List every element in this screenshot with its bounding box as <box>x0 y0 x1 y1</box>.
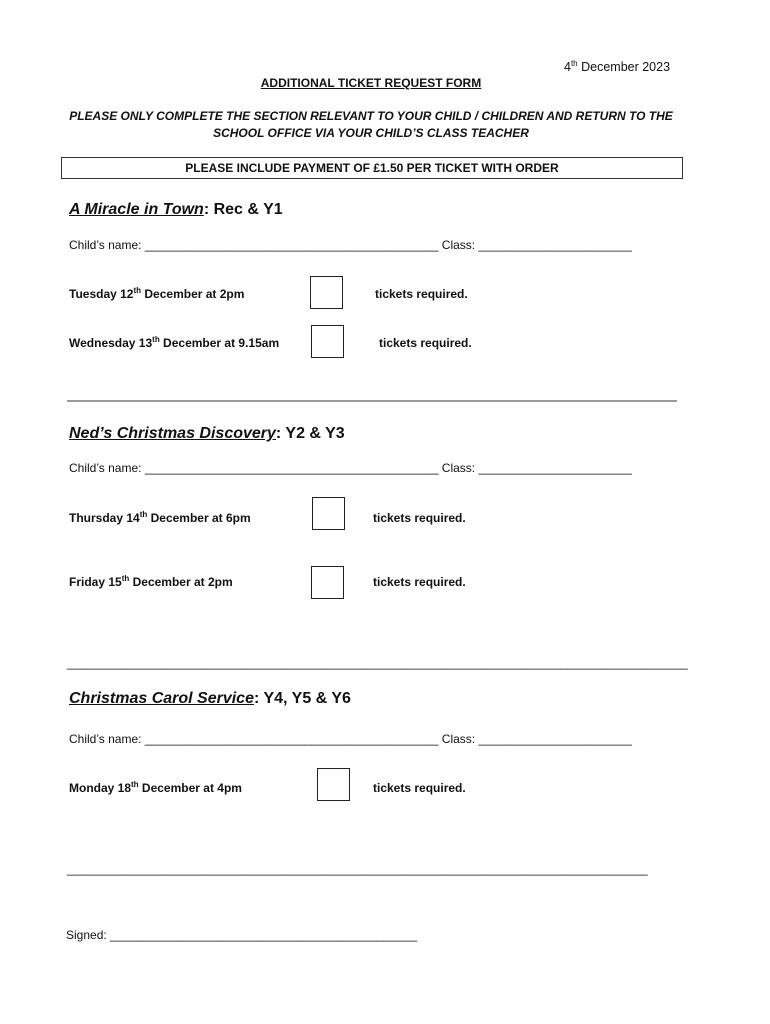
payment-note-box <box>61 157 683 179</box>
form-date: 4th December 2023 <box>564 58 671 74</box>
section-divider <box>67 400 677 402</box>
ticket-quantity-box[interactable] <box>317 768 350 801</box>
performance-label: Friday 15th December at 2pm <box>69 574 233 589</box>
performance-label: Wednesday 13th December at 9.15am <box>69 335 280 350</box>
tickets-required-label: tickets required. <box>379 336 472 350</box>
performance-label: Thursday 14th December at 6pm <box>69 510 251 525</box>
child-name-field[interactable]: Child’s name: ____________________________________________ Class: _______________________ <box>69 732 632 746</box>
performance-label: Tuesday 12th December at 2pm <box>69 286 245 301</box>
child-name-field[interactable]: Child’s name: ____________________________________________ Class: _______________________ <box>69 461 632 475</box>
tickets-required-label: tickets required. <box>375 287 468 301</box>
instructions: PLEASE ONLY COMPLETE THE SECTION RELEVANT TO YOUR CHILD / CHILDREN AND RETURN TO THE SCHOOL OFFICE VIA YOUR CHILD’S CLASS TEACHER <box>69 109 673 140</box>
tickets-required-label: tickets required. <box>373 575 466 589</box>
section-heading-carol: Christmas Carol Service: Y4, Y5 & Y6 <box>69 690 351 707</box>
section-heading-ned: Ned’s Christmas Discovery: Y2 & Y3 <box>69 425 345 442</box>
ticket-quantity-box[interactable] <box>311 325 344 358</box>
signature-field[interactable]: Signed: ______________________________________________ <box>66 928 418 942</box>
tickets-required-label: tickets required. <box>373 511 466 525</box>
section-divider: _____________________________________________________________________________________________ <box>67 656 688 670</box>
form-title: ADDITIONAL TICKET REQUEST FORM <box>260 76 482 90</box>
performance-label: Monday 18th December at 4pm <box>69 780 242 795</box>
ticket-quantity-box[interactable] <box>312 497 345 530</box>
ticket-quantity-box[interactable] <box>311 566 344 599</box>
payment-note: PLEASE INCLUDE PAYMENT OF £1.50 PER TICKET WITH ORDER <box>185 161 559 175</box>
section-divider: _______________________________________________________________________________________ <box>67 862 648 876</box>
tickets-required-label: tickets required. <box>373 781 466 795</box>
section-heading-miracle: A Miracle in Town: Rec & Y1 <box>69 201 283 218</box>
ticket-quantity-box[interactable] <box>310 276 343 309</box>
child-name-field[interactable]: Child’s name: ____________________________________________ Class: _______________________ <box>69 238 632 252</box>
